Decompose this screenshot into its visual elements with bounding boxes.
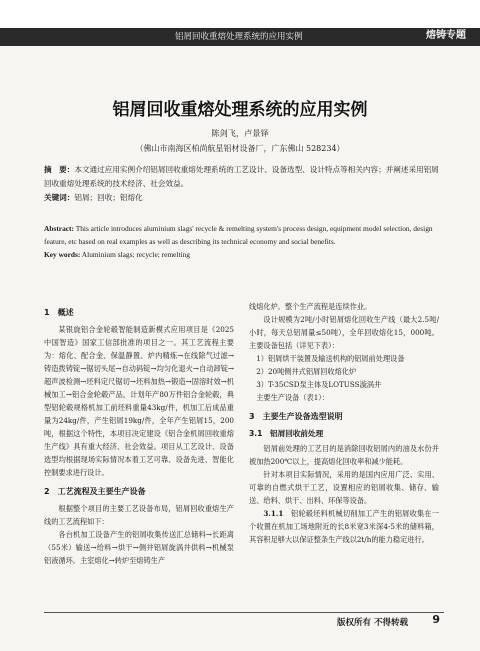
subsection-3-1-paragraph-1: 铝屑前处理的工艺目的是消除回收铝屑内的油及水份并被加热200℃以上，提高熔化回收率和减少能耗。 — [249, 444, 439, 466]
equipment-item-2: 2）20吨侧井式铝屑回收熔化炉 — [256, 367, 357, 376]
subsection-3-1-1-number: 3.1.1 — [263, 509, 284, 518]
article-authors: 陈剑飞，卢景铎 — [211, 128, 269, 138]
en-keywords-paragraph — [44, 248, 444, 261]
chinese-abstract — [44, 163, 444, 205]
page-header — [0, 0, 480, 46]
english-abstract — [44, 222, 444, 261]
subsection-3-1-paragraph-2: 针对本项目实际情况，采用的是国内应用广泛、实用、可靠的自燃式烘干工艺，设置相应的铝屑收集、储存、输送、给料、烘干、出料、环保等设备。 — [249, 470, 439, 505]
subsection-3-1-1-text: 铝轮毂坯料机械切削加工产生的铝屑收集在一个收置在机加工场地附近的长8米宽3米深4-5米的储料箱，其容积足够大以保证整条生产线以2t/h的能力稳定进行。 — [249, 509, 439, 544]
abstract-text: 本文通过应用实例介绍铝屑回收重熔处理系统的工艺设计、设备选型、设计特点等相关内容；并阐述采用铝屑回收重熔处理系统的技术经济、社会效益。 — [44, 165, 439, 188]
right-column — [249, 300, 439, 546]
keywords-text: 铝屑；回收；铝熔化 — [74, 193, 143, 202]
en-abstract-label: Abstract: — [44, 224, 74, 233]
section-1-paragraph: 某银旋铝合金轮毂智能制造新模式应用项目是《2025中国智造》国家工信部批准的项目之一。其工艺流程主要为：熔化、配合金、保温静置、炉内精炼→在线除气过滤→铸造拨铸锭→锯切头尾→自动码锭→均匀化退火→自动卸锭→超声波检测→坯料定尺锯切→坯料加热→锻造→固溶时效→机械加工→铝合金轮毂产品，计划年产80万件铝合金轮毂，典型铝轮毂规格机加工前坯料重量43kg/件，机加工后成品重量为24kg/件，产生铝屑19kg/件，全年产生铝屑15，200吨，根据这个特性，本项目决定建设《铝合金机屑回收重熔生产线》具有重大经济、社会效益。项目从工艺设计、设备选型均根据现场实际情况本着工艺可靠、设备先进、智能化控制要求进行设计。 — [44, 325, 234, 477]
header-section-tag: 熔铸专题 — [426, 30, 466, 41]
header-running-title: 铝屑回收重熔处理系统的应用实例 — [175, 32, 303, 42]
footer-rights: 版权所有 不得转载 — [337, 618, 408, 628]
section-2-paragraph-2: 各台机加工设备产生的铝屑收集传送汇总储料→长距离（55米）输送→给料→烘干→侧井铝屑旋涡井供料→机械泵铝液循环。主室熔化→转炉至熔铸生产 — [44, 530, 234, 565]
subsection-3-1-heading: 3.1 铝屑回收前处理 — [249, 429, 324, 438]
abstract-label: 摘 要： — [44, 165, 75, 174]
equipment-item-1: 1）铝屑烘干装置及输送机构的铝屑前处理设备 — [256, 354, 405, 363]
footer-divider — [44, 612, 444, 613]
abstract-paragraph — [44, 163, 444, 191]
en-keywords-text: Aluminium slags; recycle; remelting — [81, 250, 190, 259]
en-abstract-text: This article introduces aluminium slags' recycle & remelting system's process design, equipment model selection, design feature, etc based on real examples as well as describing its technical economy and social benefits. — [44, 224, 433, 246]
article-affiliation: （佛山市南海区柏尚航星铝材设备厂，广东佛山 528234） — [135, 144, 345, 153]
design-scale-paragraph: 设计规模为2吨/小时铝屑熔化回收生产线（最大2.5吨/小时，每天总铝屑量≤50吨），全年回收熔化15，000吨。主要设备包括（详见下表）： — [249, 315, 439, 350]
table-reference: 主要生产设备（表1）： — [256, 393, 330, 402]
keywords-label: 关键词： — [44, 193, 75, 202]
section-2-heading: 2 工艺流程及主要生产设备 — [44, 487, 146, 496]
page-number: 9 — [432, 613, 440, 626]
section-3-heading: 3 主要生产设备选型说明 — [249, 412, 343, 421]
en-keywords-label: Key words: — [44, 250, 81, 259]
section-1-heading: 1 概述 — [44, 308, 74, 317]
left-column — [44, 300, 234, 567]
section-2-paragraph-1: 根据整个项目的主要工艺设备布局，铝屑回收重熔生产线的工艺流程如下： — [44, 504, 234, 526]
article-title: 铝屑回收重熔处理系统的应用实例 — [112, 100, 368, 120]
subsection-3-1-1-paragraph — [249, 507, 439, 546]
continued-paragraph: 线熔化炉。整个生产流程是连续作业。 — [249, 302, 372, 311]
equipment-item-3: 3）T-35CSD泵主体及LOTUSS漩涡井 — [256, 380, 382, 389]
en-abstract-paragraph — [44, 222, 444, 248]
keywords-paragraph — [44, 191, 444, 205]
